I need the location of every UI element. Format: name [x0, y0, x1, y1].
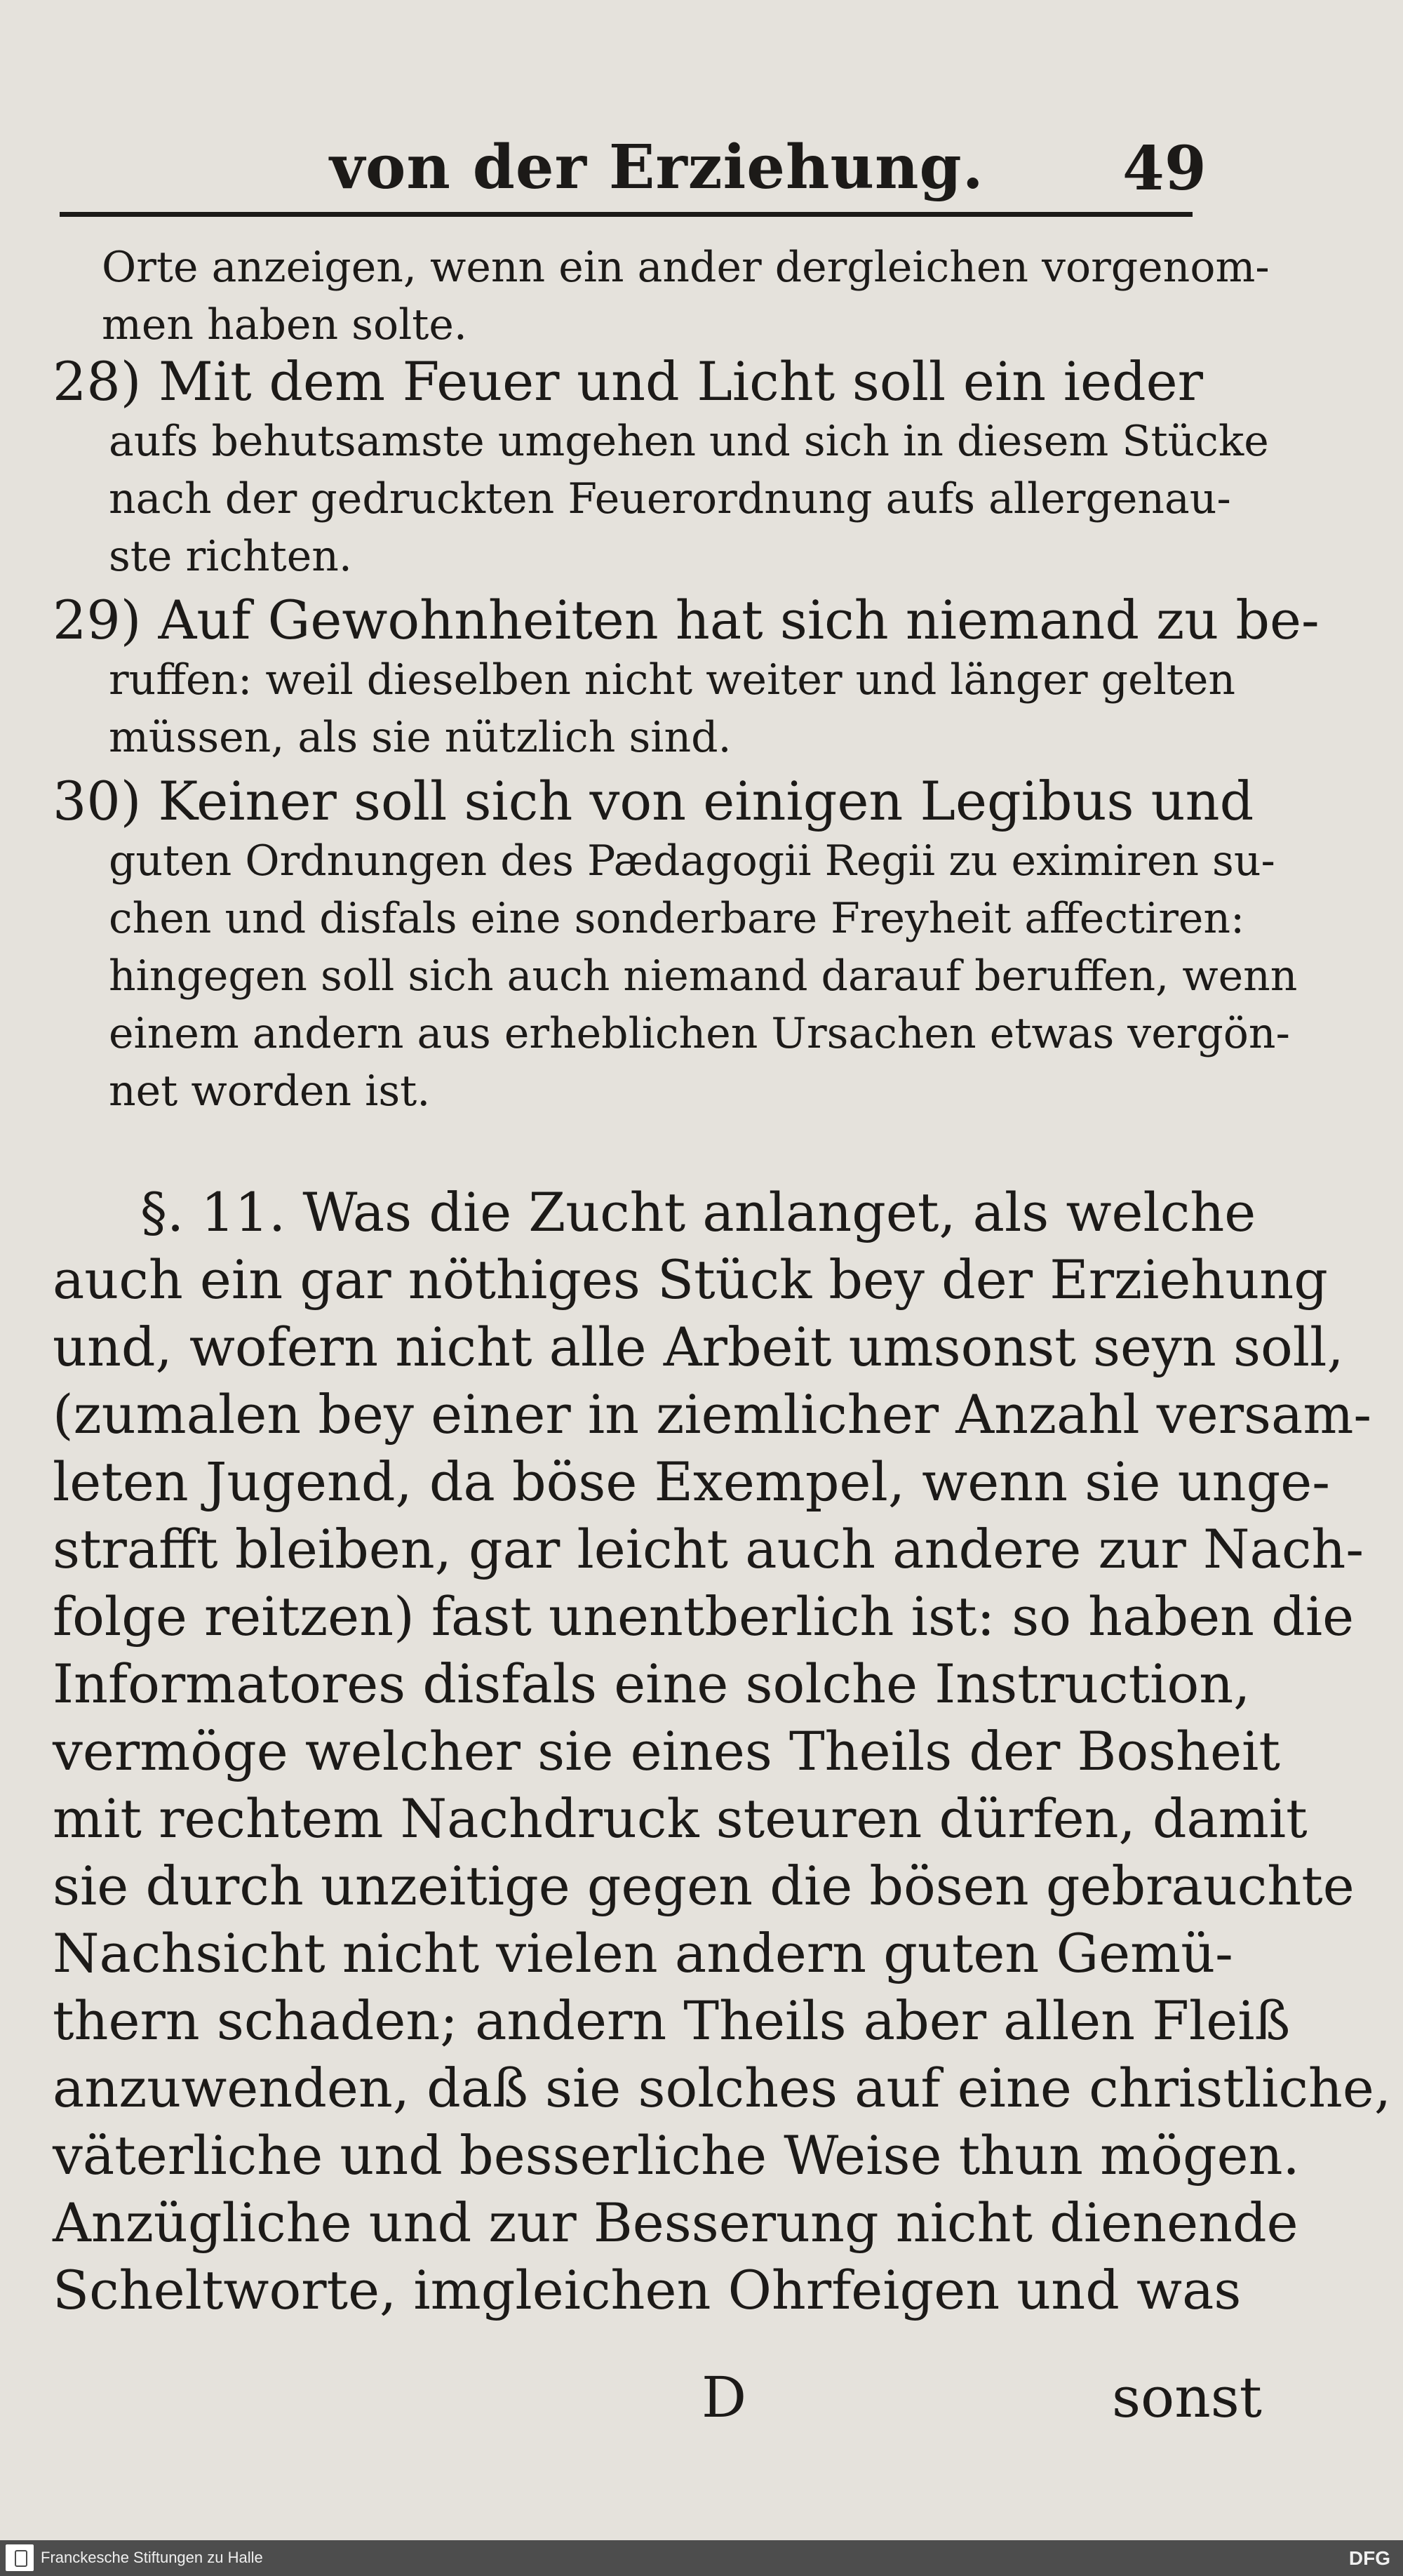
text-line: Orte anzeigen, wenn ein ander dergleichen vorgenom-	[102, 243, 1270, 292]
footer-brand: DFG	[1348, 2547, 1390, 2569]
footer-credit: Franckesche Stiftungen zu Halle	[41, 2549, 263, 2566]
text-line: ruffen: weil dieselben nicht weiter und länger gelten	[109, 655, 1236, 705]
institution-logo-icon	[6, 2544, 34, 2571]
header-rule	[60, 212, 1193, 217]
text-line: väterliche und besserliche Weise thun mögen.	[53, 2124, 1300, 2187]
text-line: einem andern aus erheblichen Ursachen etwas vergön-	[109, 1009, 1290, 1058]
text-line: (zumalen bey einer in ziemlicher Anzahl versam-	[53, 1383, 1372, 1446]
text-line: thern schaden; andern Theils aber allen Fleiß	[53, 1989, 1291, 2052]
text-line: anzuwenden, daß sie solches auf eine christliche,	[53, 2057, 1392, 2119]
text-line: und, wofern nicht alle Arbeit umsonst seyn soll,	[53, 1316, 1344, 1378]
text-line: chen und disfals eine sonderbare Freyheit affectiren:	[109, 894, 1245, 943]
text-line: mit rechtem Nachdruck steuren dürfen, damit	[53, 1787, 1308, 1850]
text-line: strafft bleiben, gar leicht auch andere zur Nach-	[53, 1518, 1364, 1580]
text-line: Nachsicht nicht vielen andern guten Gemü-	[53, 1922, 1233, 1984]
text-line: guten Ordnungen des Pædagogii Regii zu eximiren su-	[109, 836, 1275, 886]
text-line: hingegen soll sich auch niemand darauf beruffen, wenn	[109, 952, 1298, 1001]
text-line: leten Jugend, da böse Exempel, wenn sie unge-	[53, 1450, 1330, 1513]
text-line: vermöge welcher sie eines Theils der Bosheit	[53, 1720, 1280, 1782]
text-line: müssen, als sie nützlich sind.	[109, 713, 732, 762]
rule-28	[53, 350, 1269, 585]
section-11-paragraph	[53, 1179, 1392, 2324]
rule-lead-line: 30) Keiner soll sich von einigen Legibus und	[53, 770, 1254, 832]
text-line: aufs behutsamste umgehen und sich in diesem Stücke	[109, 417, 1269, 466]
viewer-footer-bar	[0, 2540, 1403, 2576]
text-line: auch ein gar nöthiges Stück bey der Erziehung	[53, 1248, 1328, 1311]
section-heading-line: §. 11. Was die Zucht anlanget, als welche	[140, 1181, 1256, 1243]
text-line: Scheltworte, imgleichen Ohrfeigen und was	[53, 2259, 1242, 2321]
text-line: Anzügliche und zur Besserung nicht dienende	[53, 2191, 1298, 2254]
rule-30	[53, 770, 1298, 1120]
text-line: sie durch unzeitige gegen die bösen gebrauchte	[53, 1855, 1355, 1917]
continuation-text	[53, 239, 1270, 354]
text-line: net worden ist.	[109, 1067, 431, 1116]
signature-mark: D	[702, 2365, 747, 2430]
text-line: nach der gedruckten Feuerordnung aufs allergenau-	[109, 474, 1231, 523]
text-line: ste richten.	[109, 532, 352, 581]
rule-lead-line: 28) Mit dem Feuer und Licht soll ein ieder	[53, 350, 1203, 413]
rule-lead-line: 29) Auf Gewohnheiten hat sich niemand zu be-	[53, 589, 1320, 651]
text-line: men haben solte.	[102, 300, 467, 349]
rule-29	[53, 589, 1320, 766]
text-line: Informatores disfals eine solche Instruction,	[53, 1653, 1251, 1715]
running-head: von der Erziehung.	[330, 132, 984, 203]
catchword: sonst	[1112, 2365, 1262, 2430]
page-number: 49	[1122, 133, 1207, 204]
text-line: folge reitzen) fast unentberlich ist: so haben die	[53, 1585, 1355, 1648]
